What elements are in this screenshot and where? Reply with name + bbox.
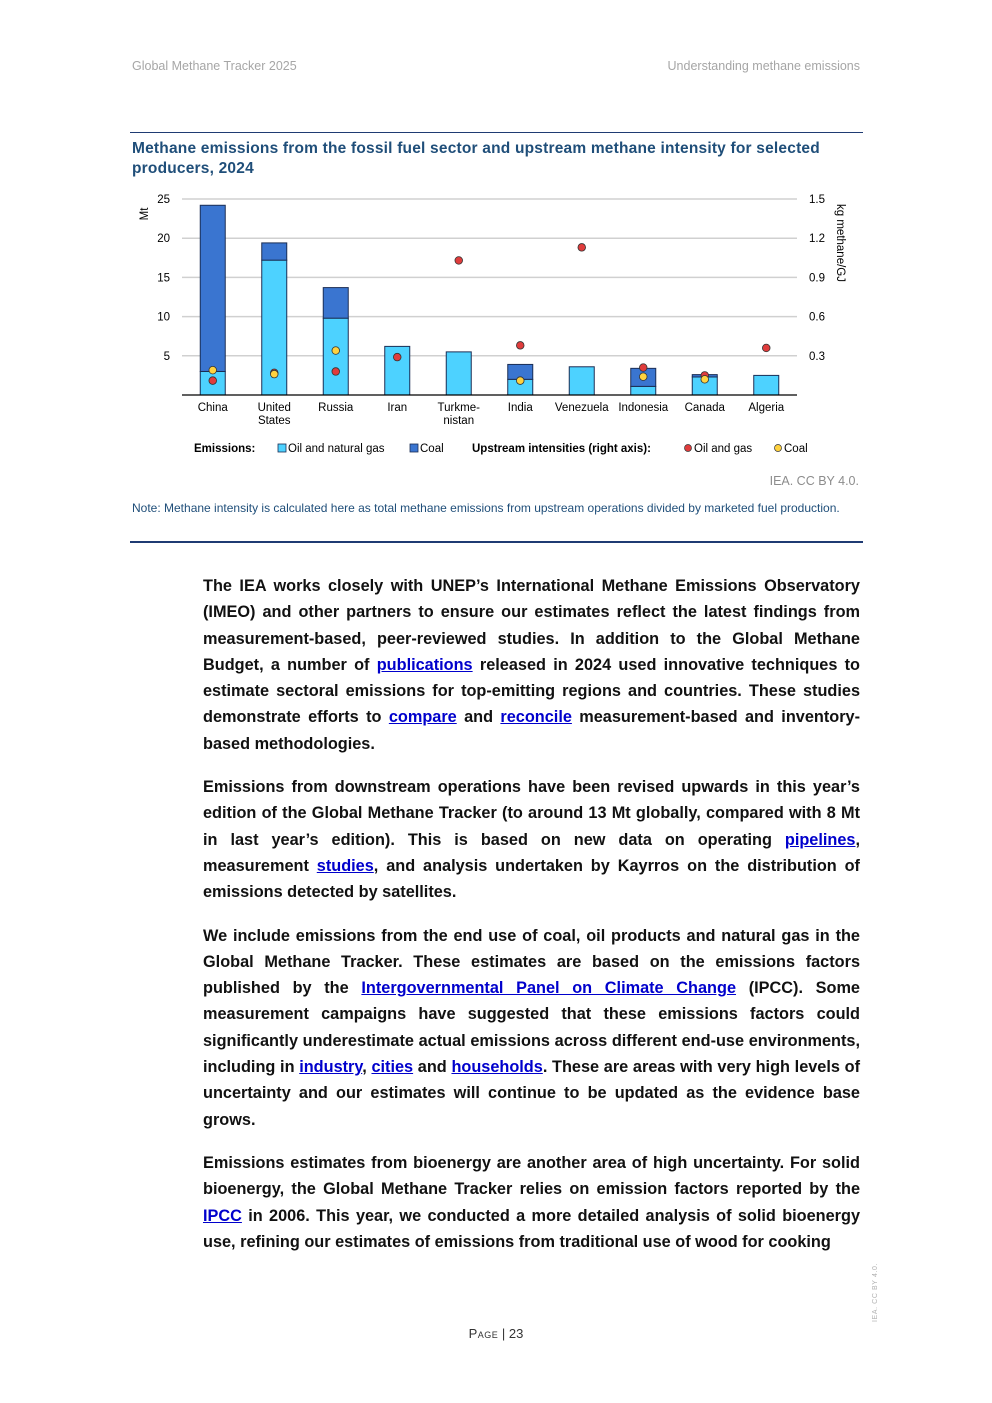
body-text-run: The IEA works closely with UNEP’s International Methane Emissions Observatory (IMEO) and other partners to ensure our estimates reflect the latest findings from measurement-based, peer-reviewed studies. In addition to the Global Methane Budget, a number of: [203, 577, 860, 674]
running-header-section: Understanding methane emissions: [667, 59, 860, 73]
bar-oil-and-natural-gas: [446, 352, 471, 395]
bar-oil-and-natural-gas: [631, 386, 656, 395]
point-intensity-coal: [701, 376, 709, 384]
point-intensity-oil-and-gas: [455, 257, 463, 265]
bar-oil-and-natural-gas: [569, 367, 594, 395]
x-tick-label: Iran: [387, 402, 408, 414]
body-paragraph: [203, 774, 860, 905]
x-tick-label: Indonesia: [618, 402, 669, 414]
point-intensity-coal: [332, 347, 340, 355]
body-text-run: , measurement: [203, 830, 860, 875]
page-label: Page: [468, 1326, 499, 1341]
y2-axis-title: kg methane/GJ: [834, 204, 846, 282]
body-text-run: in 2006. This year, we conducted a more detailed analysis of solid bioenergy use, refining our estimates of emissions from traditional use of wood for cooking: [203, 1206, 860, 1251]
point-intensity-oil-and-gas: [516, 342, 524, 350]
body-text-run: , and analysis undertaken by Kayrros on the distribution of emissions detected by satellites.: [203, 856, 860, 902]
x-tick-label: Turkme-: [437, 402, 480, 414]
y-tick-label: 20: [157, 233, 170, 246]
point-intensity-oil-and-gas: [639, 364, 647, 372]
bar-coal: [200, 205, 225, 371]
body-paragraph: [203, 923, 860, 1133]
figure-bottom-rule: [130, 541, 863, 543]
x-tick-label: States: [257, 415, 291, 427]
y-tick-label: 15: [157, 272, 170, 285]
legend-label-oil-and-gas: Oil and gas: [694, 443, 753, 455]
y-tick-label: 5: [163, 350, 170, 363]
body-text: [203, 573, 860, 1272]
bar-coal: [323, 288, 348, 319]
figure-note: Note: Methane intensity is calculated here as total methane emissions from upstream operations divided by marketed fuel production.: [132, 501, 840, 515]
y-axis-title: Mt: [139, 207, 151, 221]
x-tick-label: Russia: [318, 402, 354, 414]
link-intergovernmental-panel-on-climate-change[interactable]: Intergovernmental Panel on Climate Change: [361, 979, 737, 998]
link-ipcc[interactable]: IPCC: [203, 1206, 242, 1225]
legend-upstream-label: Upstream intensities (right axis):: [472, 443, 651, 455]
legend-marker-oil-and-gas: [685, 445, 692, 452]
point-intensity-oil-and-gas: [578, 244, 586, 252]
y-tick-label: 25: [157, 194, 170, 206]
link-studies[interactable]: studies: [316, 856, 374, 875]
figure-top-rule: [130, 132, 863, 133]
link-compare[interactable]: compare: [388, 708, 457, 727]
point-intensity-oil-and-gas: [393, 353, 401, 361]
figure-title: Methane emissions from the fossil fuel sector and upstream methane intensity for selected producers, 2024: [132, 140, 820, 177]
legend-swatch-coal: [410, 444, 418, 452]
legend-marker-coal-intensity: [775, 445, 782, 452]
y2-tick-label: 0.9: [809, 272, 825, 285]
methane-emissions-chart: [130, 186, 863, 466]
running-header-title: Global Methane Tracker 2025: [132, 59, 297, 73]
x-tick-label: Venezuela: [554, 402, 609, 414]
x-tick-label: India: [507, 402, 533, 414]
legend-emissions-label: Emissions:: [194, 443, 256, 455]
y2-tick-label: 0.6: [809, 311, 825, 324]
body-text-run: Emissions estimates from bioenergy are another area of high uncertainty. For solid bioenergy, the Global Methane Tracker relies on emission factors reported by the: [203, 1153, 860, 1199]
point-intensity-coal: [639, 373, 647, 381]
point-intensity-oil-and-gas: [332, 368, 340, 376]
x-tick-label: nistan: [443, 415, 475, 427]
side-credit-text: IEA. CC BY 4.0.: [872, 1262, 879, 1322]
point-intensity-oil-and-gas: [762, 344, 770, 352]
link-publications[interactable]: publications: [376, 655, 473, 674]
x-tick-label: China: [197, 402, 228, 414]
x-tick-label: Algeria: [748, 402, 785, 414]
link-industry[interactable]: industry: [299, 1058, 363, 1077]
body-text-run: We include emissions from the end use of coal, oil products and natural gas in the Global Methane Tracker. These estimates are based on the emissions factors published by the: [203, 926, 860, 998]
x-tick-label: United: [257, 402, 291, 414]
side-credit: [872, 1262, 902, 1332]
link-pipelines[interactable]: pipelines: [784, 830, 856, 849]
body-text-run: and: [413, 1058, 452, 1077]
point-intensity-coal: [516, 377, 524, 385]
body-paragraph: [203, 573, 860, 757]
legend-label-oil-and-natural-gas: Oil and natural gas: [288, 443, 385, 455]
legend-swatch-oil-and-natural-gas: [278, 444, 286, 452]
body-text-run: ,: [362, 1058, 372, 1077]
body-text-run: released in 2024 used innovative techniques to estimate sectoral emissions for top-emitting regions and countries. These studies demonstrate efforts to: [203, 655, 860, 727]
point-intensity-oil-and-gas: [209, 377, 217, 385]
figure-credit: IEA. CC BY 4.0.: [769, 474, 859, 488]
point-intensity-coal: [270, 370, 278, 378]
body-text-run: . These are areas with very high levels of uncertainty and our estimates will continue to be updated as the evidence base grows.: [203, 1058, 860, 1129]
body-text-run: Emissions from downstream operations have been revised upwards in this year’s edition of the Global Methane Tracker (to around 13 Mt globally, compared with 8 Mt in last year’s edition). This is based on new data on operating: [203, 778, 860, 849]
link-households[interactable]: households: [451, 1058, 543, 1077]
page-number: 23: [508, 1326, 524, 1341]
legend-label-coal-intensity: Coal: [784, 443, 808, 455]
point-intensity-coal: [209, 366, 217, 374]
page-footer: [0, 1326, 992, 1341]
bar-oil-and-natural-gas: [754, 375, 779, 395]
body-text-run: and: [456, 708, 501, 727]
link-cities[interactable]: cities: [371, 1058, 414, 1077]
y-tick-label: 10: [157, 311, 170, 324]
bar-oil-and-natural-gas: [323, 318, 348, 395]
y2-tick-label: 1.2: [809, 233, 825, 246]
y2-tick-label: 0.3: [809, 350, 825, 363]
link-reconcile[interactable]: reconcile: [500, 708, 572, 727]
body-paragraph: [203, 1150, 860, 1255]
bar-coal: [262, 243, 287, 260]
page-separator: |: [498, 1326, 509, 1341]
legend-label-coal: Coal: [420, 443, 444, 455]
body-text-run: (IPCC). Some measurement campaigns have suggested that these emissions factors could significantly underestimate actual emissions across different end-use environments, including in: [203, 979, 860, 1077]
y2-tick-label: 1.5: [809, 194, 825, 206]
x-tick-label: Canada: [684, 402, 725, 414]
body-text-run: measurement-based and inventory-based methodologies.: [203, 708, 861, 753]
